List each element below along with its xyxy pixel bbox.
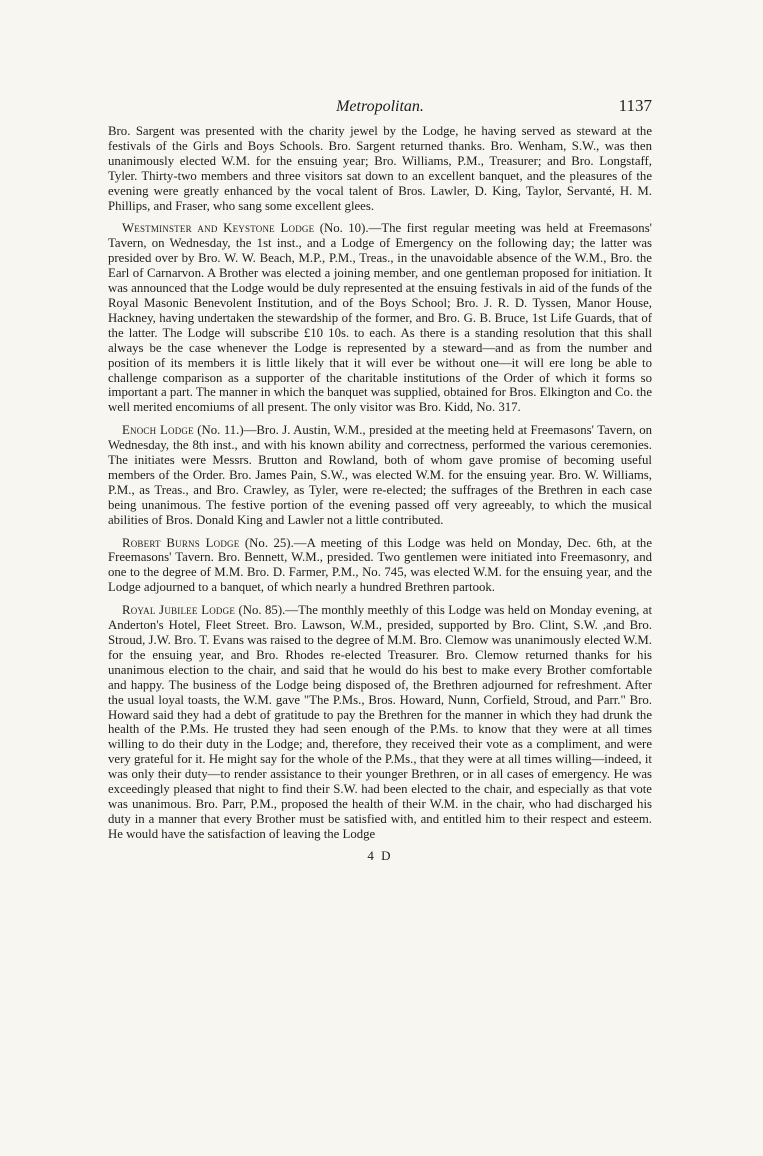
paragraph-enoch <box>108 423 652 527</box>
paragraph-text: Bro. Sargent was presented with the charity jewel by the Lodge, he having served as steward at the festivals of the Girls and Boys Schools. Bro. Sargent returned thanks. Bro. Wenham, S.W., was then unanimously elected W.M. for the ensuing year; Bro. Williams, P.M., Treasurer; and Bro. Longstaff, Tyler. Thirty-two members and three visitors sat down to an excellent banquet, and the pleasures of the evening were greatly enhanced by the vocal talent of Bros. Lawler, D. King, Taylor, Servanté, H. M. Phillips, and Fraser, who sang some excellent glees. <box>108 124 652 213</box>
running-header <box>108 94 652 120</box>
lodge-name: Royal Jubilee Lodge <box>122 603 236 618</box>
paragraph-sargent <box>108 124 652 213</box>
paragraph-text: (No. 25).—A meeting of this Lodge was held on Monday, Dec. 6th, at the Freemasons' Tavern. Bro. Bennett, W.M., presided. Two gentlemen were initiated into Freemasonry, and one to the degree of M.M. Bro. D. Farmer, P.M., No. 745, was elected W.M. for the ensuing year, and the Lodge adjourned to a banquet, of which nearly a hundred Brethren partook. <box>108 535 652 595</box>
running-title: Metropolitan. <box>336 98 424 115</box>
paragraph-royal-jubilee <box>108 603 652 842</box>
lodge-name: Robert Burns Lodge <box>122 535 240 550</box>
paragraph-westminster-keystone <box>108 221 652 415</box>
signature-mark: 4 D <box>367 847 393 863</box>
page-number: 1137 <box>618 96 652 115</box>
page <box>108 94 652 864</box>
paragraph-text: (No. 85).—The monthly meethly of this Lodge was held on Monday evening, at Anderton's Hotel, Fleet Street. Bro. Lawson, W.M., presided, supported by Bro. Clint, S.W. ,and Bro. Stroud, J.W. Bro. T. Evans was raised to the degree of M.M. Bro. Clemow was unanimously elected W.M. for the ensuing year, and Bro. Rhodes re-elected Treasurer. Bro. Clemow returned thanks for his unanimous election to the chair, and said that he would do his best to make every Brother comfortable and happy. The business of the Lodge being disposed of, the Brethren adjourned for refreshment. After the usual loyal toasts, the W.M. gave "The P.Ms., Bros. Howard, Nunn, Corfield, Stroud, and Parr." Bro. Howard said they had a debt of gratitude to pay the Brethren for the manner in which they had drunk the health of the P.Ms. He trusted they had seen enough of the P.Ms. to know that they were at all times willing to do their duty in the Lodge; and, therefore, they received their vote as a compliment, and were very grateful for it. He might say for the whole of the P.Ms., that they were at all times willing—indeed, it was only their duty—to render assistance to their younger Brethren, or in all cases of emergency. He was exceedingly pleased that night to find their S.W. had been elected to the chair, and especially as that vote was unanimous. Bro. Parr, P.M., proposed the health of their W.M. in the chair, who had discharged his duty in a manner that every Brother must be satisfied with, and entitled him to their respect and esteem. He would have the satisfaction of leaving the Lodge <box>108 603 652 841</box>
paragraph-text: (No. 10).—The first regular meeting was held at Freemasons' Tavern, on Wednesday, the 1st inst., and a Lodge of Emergency on the following day; the latter was presided over by Bro. W. W. Beach, M.P., P.M., Treas., in the unavoidable absence of the W.M., Bro. the Earl of Carnarvon. A Brother was elected a joining member, and one gentleman proposed for initiation. It was announced that the Lodge would be duly represented at the ensuing festivals in aid of the funds of the Royal Masonic Benevolent Institution, and of the Boys School; Bro. J. R. D. Tyssen, Manor House, Hackney, having undertaken the stewardship of the former, and Bro. G. B. Bruce, 1st Life Guards, that of the latter. The Lodge will subscribe £10 10s. to each. As there is a standing resolution that this shall always be the case whenever the Lodge is represented by a steward—and as from the number and position of its members it is little likely that it will ever be without one—it will ere long be able to challenge comparison as a supporter of the charitable institutions of the Order of which it forms so important a part. The manner in which the banquet was supplied, obtained for Bros. Elkington and Co. the well merited encomiums of all present. The only visitor was Bro. Kidd, No. 317. <box>108 221 652 415</box>
lodge-name: Enoch Lodge <box>122 423 194 438</box>
paragraph-text: (No. 11.)—Bro. J. Austin, W.M., presided at the meeting held at Freemasons' Tavern, on Wednesday, the 8th inst., and with his known ability and correctness, performed the various ceremonies. The initiates were Messrs. Brutton and Rowland, both of whom gave promise of becoming useful members of the Order. Bro. James Pain, S.W., was elected W.M. for the ensuing year. Bro. W. Williams, P.M., as Treas., and Bro. Crawley, as Tyler, were re-elected; the suffrages of the Brethren in each case being unanimous. The festive portion of the evening passed off very agreeably, to which the musical abilities of Bros. Donald King and Lawler not a little contributed. <box>108 423 652 527</box>
lodge-name: Westminster and Keystone Lodge <box>122 221 315 236</box>
paragraph-robert-burns <box>108 536 652 596</box>
